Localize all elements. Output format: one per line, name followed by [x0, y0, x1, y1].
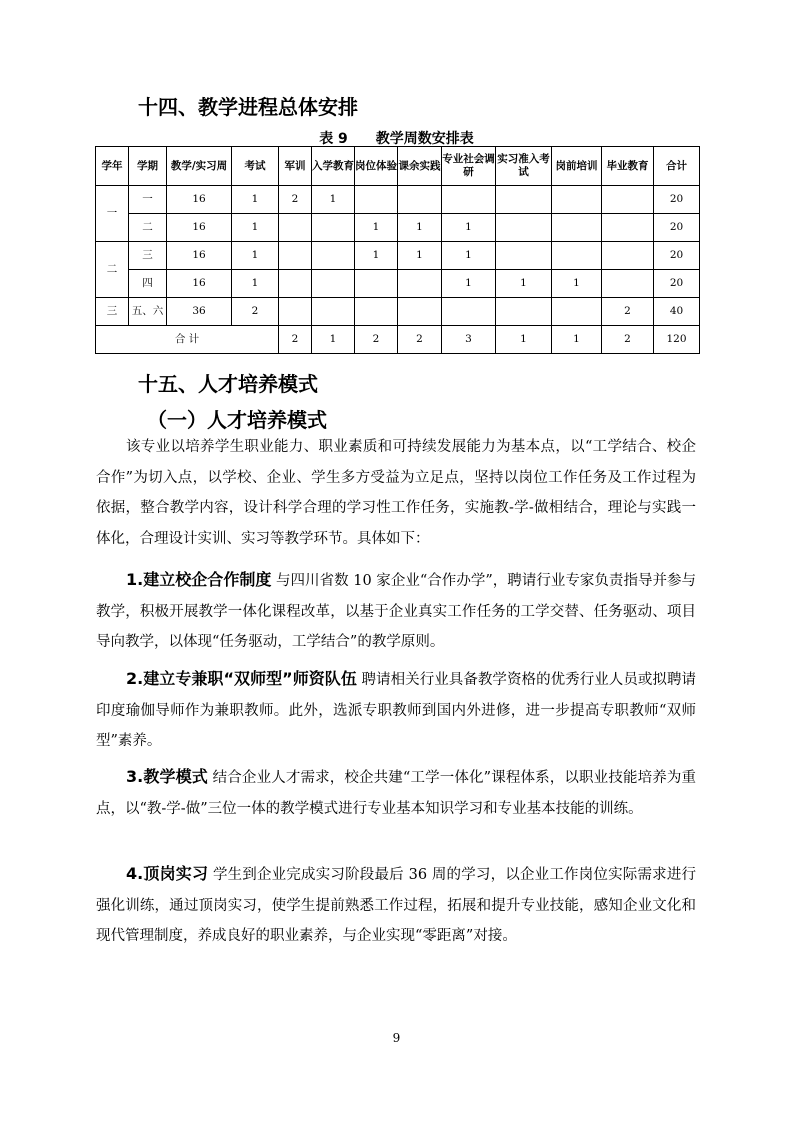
table-cell — [552, 242, 602, 270]
table-cell — [602, 214, 654, 242]
total-cell: 2 — [398, 326, 442, 354]
header-cell: 军训 — [279, 147, 312, 186]
table-cell — [602, 242, 654, 270]
header-cell: 岗前培训 — [552, 147, 602, 186]
table-cell — [279, 298, 312, 326]
table-cell — [442, 186, 496, 214]
item-paragraph-1 — [96, 565, 696, 658]
header-cell: 毕业教育 — [602, 147, 654, 186]
table-cell: 四 — [129, 270, 167, 298]
table-cell — [312, 298, 355, 326]
table-cell — [312, 242, 355, 270]
header-cell: 课余实践 — [398, 147, 442, 186]
item-lead: 1.建立校企合作制度 — [126, 570, 272, 589]
section-14-title: 十四、教学进程总体安排 — [138, 95, 358, 119]
table-cell: 1 — [232, 214, 279, 242]
table-cell: 2 — [232, 298, 279, 326]
header-cell: 教学/实习周 — [167, 147, 232, 186]
header-cell: 专业社会调研 — [442, 147, 496, 186]
table-cell — [602, 270, 654, 298]
table-cell: 16 — [167, 186, 232, 214]
header-cell: 学年 — [96, 147, 129, 186]
table-cell: 1 — [442, 214, 496, 242]
table-cell: 20 — [654, 242, 700, 270]
item-text: 结合企业人才需求，校企共建“工学一体化”课程体系，以职业技能培养为重点，以“教-学-做”三位一体的教学模式进行专业基本知识学习和专业基本技能的训练。 — [96, 770, 697, 817]
table-total-row — [96, 326, 700, 354]
table-cell: 16 — [167, 242, 232, 270]
table-cell: 16 — [167, 214, 232, 242]
table-cell — [398, 298, 442, 326]
table-cell: 16 — [167, 270, 232, 298]
header-cell: 岗位体验 — [355, 147, 398, 186]
teaching-weeks-table — [95, 146, 700, 354]
table-cell: 40 — [654, 298, 700, 326]
table-cell — [602, 186, 654, 214]
year-cell: 二 — [96, 242, 129, 298]
table-cell — [355, 186, 398, 214]
table-cell — [312, 270, 355, 298]
table-cell: 20 — [654, 214, 700, 242]
item-paragraph-3 — [96, 762, 696, 824]
table-cell: 1 — [552, 270, 602, 298]
header-cell: 实习准入考试 — [496, 147, 552, 186]
total-cell: 2 — [602, 326, 654, 354]
item-paragraph-2 — [96, 664, 696, 757]
header-cell: 学期 — [129, 147, 167, 186]
total-cell: 120 — [654, 326, 700, 354]
table-cell — [496, 186, 552, 214]
header-cell: 入学教育 — [312, 147, 355, 186]
year-cell: 三 — [96, 298, 129, 326]
table-cell: 二 — [129, 214, 167, 242]
table-cell: 1 — [232, 186, 279, 214]
total-cell: 1 — [312, 326, 355, 354]
table-cell — [496, 214, 552, 242]
table-cell: 1 — [496, 270, 552, 298]
table-cell — [398, 270, 442, 298]
item-lead: 2.建立专兼职“双师型”师资队伍 — [126, 669, 357, 688]
table-cell: 三 — [129, 242, 167, 270]
table-cell: 1 — [398, 242, 442, 270]
table-cell — [552, 298, 602, 326]
table-cell: 1 — [355, 242, 398, 270]
table-row — [96, 186, 700, 214]
table-cell — [552, 214, 602, 242]
table-cell: 1 — [355, 214, 398, 242]
table-cell — [355, 298, 398, 326]
item-text: 聘请相关行业具备教学资格的优秀行业人员或拟聘请印度瑜伽导师作为兼职教师。此外，选派专职教师到国内外进修，进一步提高专职教师“双师型”素养。 — [96, 672, 696, 749]
intro-paragraph: 该专业以培养学生职业能力、职业素质和可持续发展能力为基本点，以“工学结合、校企合作”为切入点，以学校、企业、学生多方受益为立足点，坚持以岗位工作任务及工作过程为依据，整合教学内容，设计科学合理的学习性工作任务，实施教-学-做相结合，理论与实践一体化，合理设计实训、实习等教学环节。具体如下： — [96, 439, 696, 547]
table-cell: 1 — [442, 270, 496, 298]
table-cell — [496, 242, 552, 270]
total-cell: 1 — [496, 326, 552, 354]
table-cell: 1 — [398, 214, 442, 242]
table-cell — [355, 270, 398, 298]
table-cell: 五、六 — [129, 298, 167, 326]
table-cell — [552, 186, 602, 214]
total-label: 合 计 — [96, 326, 279, 354]
total-cell: 2 — [279, 326, 312, 354]
table-cell — [279, 242, 312, 270]
page-number: 9 — [392, 1031, 401, 1045]
table-cell: 1 — [442, 242, 496, 270]
table-cell: 1 — [232, 270, 279, 298]
table-row — [96, 270, 700, 298]
table-cell — [442, 298, 496, 326]
table-cell: 2 — [602, 298, 654, 326]
header-cell: 考试 — [232, 147, 279, 186]
item-paragraph-4 — [96, 859, 696, 952]
table-cell — [279, 214, 312, 242]
table-cell: 20 — [654, 186, 700, 214]
subsection-title: （一）人才培养模式 — [147, 408, 327, 432]
table-header-row — [96, 147, 700, 186]
year-cell: 一 — [96, 186, 129, 242]
table-cell: 一 — [129, 186, 167, 214]
table-row — [96, 298, 700, 326]
table-cell — [398, 186, 442, 214]
table-cell: 1 — [232, 242, 279, 270]
table-caption: 表 9 教学周数安排表 — [319, 131, 474, 147]
table-cell: 36 — [167, 298, 232, 326]
table-cell: 2 — [279, 186, 312, 214]
section-15-title: 十五、人才培养模式 — [138, 372, 318, 396]
item-text: 学生到企业完成实习阶段最后 36 周的学习，以企业工作岗位实际需求进行强化训练，通过顶岗实习，使学生提前熟悉工作过程，拓展和提升专业技能，感知企业文化和现代管理制度，养成良好的职业素养，与企业实现“零距离”对接。 — [96, 867, 696, 944]
item-text: 与四川省数 10 家企业“合作办学”，聘请行业专家负责指导并参与教学，积极开展教学一体化课程改革，以基于企业真实工作任务的工学交替、任务驱动、项目导向教学，以体现“任务驱动，工学结合”的教学原则。 — [96, 573, 697, 650]
total-cell: 1 — [552, 326, 602, 354]
total-cell: 2 — [355, 326, 398, 354]
item-lead: 3.教学模式 — [126, 767, 208, 786]
table-row — [96, 214, 700, 242]
item-lead: 4.顶岗实习 — [126, 864, 209, 883]
table-cell: 1 — [312, 186, 355, 214]
total-cell: 3 — [442, 326, 496, 354]
table-cell — [496, 298, 552, 326]
header-cell: 合计 — [654, 147, 700, 186]
table-row — [96, 242, 700, 270]
table-cell — [312, 214, 355, 242]
table-cell: 20 — [654, 270, 700, 298]
table-cell — [279, 270, 312, 298]
